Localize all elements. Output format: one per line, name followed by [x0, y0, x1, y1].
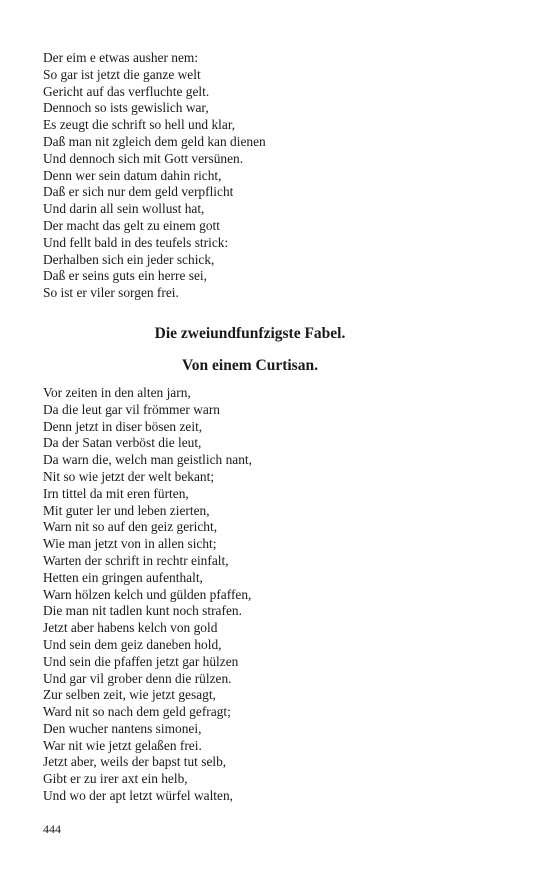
verse-line: Warn hölzen kelch und gülden pfaffen, [43, 586, 252, 602]
verse-line: Daß er sich nur dem geld verpflicht [43, 184, 234, 200]
fable-title-heading: Von einem Curtisan. [182, 356, 318, 374]
verse-line: Jetzt aber, weils der bapst tut selb, [43, 754, 227, 770]
verse-line: Die man nit tadlen kunt noch strafen. [43, 603, 242, 619]
verse-line: Vor zeiten in den alten jarn, [43, 384, 191, 400]
verse-line: Und wo der apt letzt würfel walten, [43, 788, 234, 804]
verse-line: Den wucher nantens simonei, [43, 720, 202, 736]
verse-line: Derhalben sich ein jeder schick, [43, 251, 215, 267]
verse-line: Dennoch so ists gewislich war, [43, 100, 209, 116]
fable-verses [43, 385, 503, 805]
verse-line: Warn nit so auf den geiz gericht, [43, 519, 218, 535]
verse-line: Da der Satan verböst die leut, [43, 435, 202, 451]
verse-line: Und gar vil grober denn die rülzen. [43, 670, 232, 686]
verse-line: Irn tittel da mit eren fürten, [43, 485, 189, 501]
verse-line: Warten der schrift in rechtr einfalt, [43, 552, 229, 568]
verse-line: Ward nit so nach dem geld gefragt; [43, 704, 231, 720]
verse-line: Da die leut gar vil frömmer warn [43, 401, 220, 417]
verse-line: Nit so wie jetzt der welt bekant; [43, 468, 215, 484]
verse-line: Jetzt aber habens kelch von gold [43, 620, 218, 636]
verse-line: Gericht auf das verfluchte gelt. [43, 83, 210, 99]
verse-line: So gar ist jetzt die ganze welt [43, 66, 201, 82]
verse-line: Es zeugt die schrift so hell und klar, [43, 117, 236, 133]
verse-line: Mit guter ler und leben zierten, [43, 502, 210, 518]
poem-end-verses [43, 50, 503, 302]
verse-line: Daß man nit zgleich dem geld kan dienen [43, 133, 266, 149]
book-page [43, 50, 503, 805]
fable-number-heading: Die zweiundfunfzigste Fabel. [154, 324, 346, 342]
verse-line: Daß er seins guts ein herre sei, [43, 268, 207, 284]
verse-line: Wie man jetzt von in allen sicht; [43, 536, 217, 552]
verse-line: So ist er viler sorgen frei. [43, 285, 179, 301]
verse-line: Denn wer sein datum dahin richt, [43, 167, 222, 183]
verse-line: Und dennoch sich mit Gott versünen. [43, 150, 244, 166]
verse-line: Und sein die pfaffen jetzt gar hülzen [43, 653, 239, 669]
verse-line: Der macht das gelt zu einem gott [43, 217, 220, 233]
verse-line: Und darin all sein wollust hat, [43, 201, 205, 217]
verse-line: Gibt er zu irer axt ein helb, [43, 771, 188, 787]
verse-line: Da warn die, welch man geistlich nant, [43, 452, 252, 468]
page-number: 444 [43, 822, 61, 836]
verse-line: War nit wie jetzt gelaßen frei. [43, 737, 202, 753]
verse-line: Und fellt bald in des teufels strick: [43, 234, 229, 250]
verse-line: Zur selben zeit, wie jetzt gesagt, [43, 687, 216, 703]
verse-line: Der eim e etwas ausher nem: [43, 50, 199, 65]
verse-line: Denn jetzt in diser bösen zeit, [43, 418, 203, 434]
verse-line: Hetten ein gringen aufenthalt, [43, 569, 203, 585]
verse-line: Und sein dem geiz daneben hold, [43, 636, 222, 652]
